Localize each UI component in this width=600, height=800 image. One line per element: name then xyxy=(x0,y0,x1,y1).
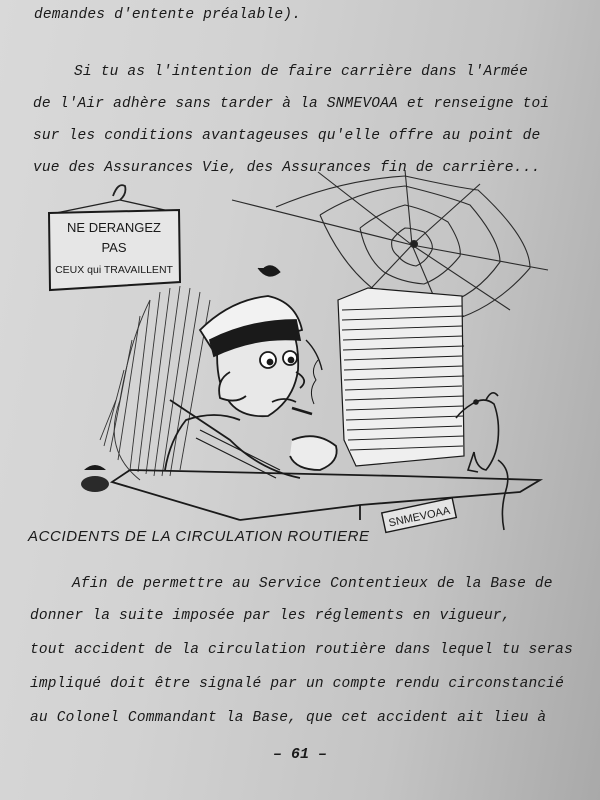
officer-figure xyxy=(165,266,337,478)
sign-text-line-1: NE DERANGEZ xyxy=(67,220,161,235)
paragraph-1-line-3: sur les conditions avantageuses qu'elle offre au point de xyxy=(33,128,541,144)
shadow-hatching xyxy=(100,286,210,480)
section-heading: ACCIDENTS DE LA CIRCULATION ROUTIERE xyxy=(28,528,370,545)
desk xyxy=(112,470,540,520)
paragraph-1-line-4: vue des Assurances Vie, des Assurances fin de carrière... xyxy=(33,160,541,176)
paragraph-2-line-2: donner la suite imposée par les réglements en vigueur, xyxy=(30,608,511,624)
paragraph-2-line-5: au Colonel Commandant la Base, que cet accident ait lieu à xyxy=(30,710,547,726)
paragraph-1-line-2: de l'Air adhère sans tarder à la SNMEVOAA et renseigne toi xyxy=(33,96,550,112)
paragraph-2-line-3: tout accident de la circulation routière dans lequel tu seras xyxy=(30,642,573,658)
sign-text-line-2: PAS xyxy=(101,240,127,255)
paper-stack xyxy=(338,288,464,466)
do-not-disturb-sign xyxy=(49,185,180,290)
text-line-top: demandes d'entente préalable). xyxy=(34,7,302,23)
nameplate-text: SNMEVOAA xyxy=(387,504,452,530)
paragraph-1-line-1: Si tu as l'intention de faire carrière dans l'Armée xyxy=(74,64,528,80)
inkwell xyxy=(81,465,109,492)
paragraph-2-line-4: impliqué doit être signalé par un compte rendu circonstancié xyxy=(30,676,565,692)
paragraph-2-line-1: Afin de permettre au Service Contentieux de la Base de xyxy=(72,576,553,592)
sign-text-line-3: CEUX qui TRAVAILLENT xyxy=(55,264,173,276)
page-number: – 61 – xyxy=(272,746,327,763)
